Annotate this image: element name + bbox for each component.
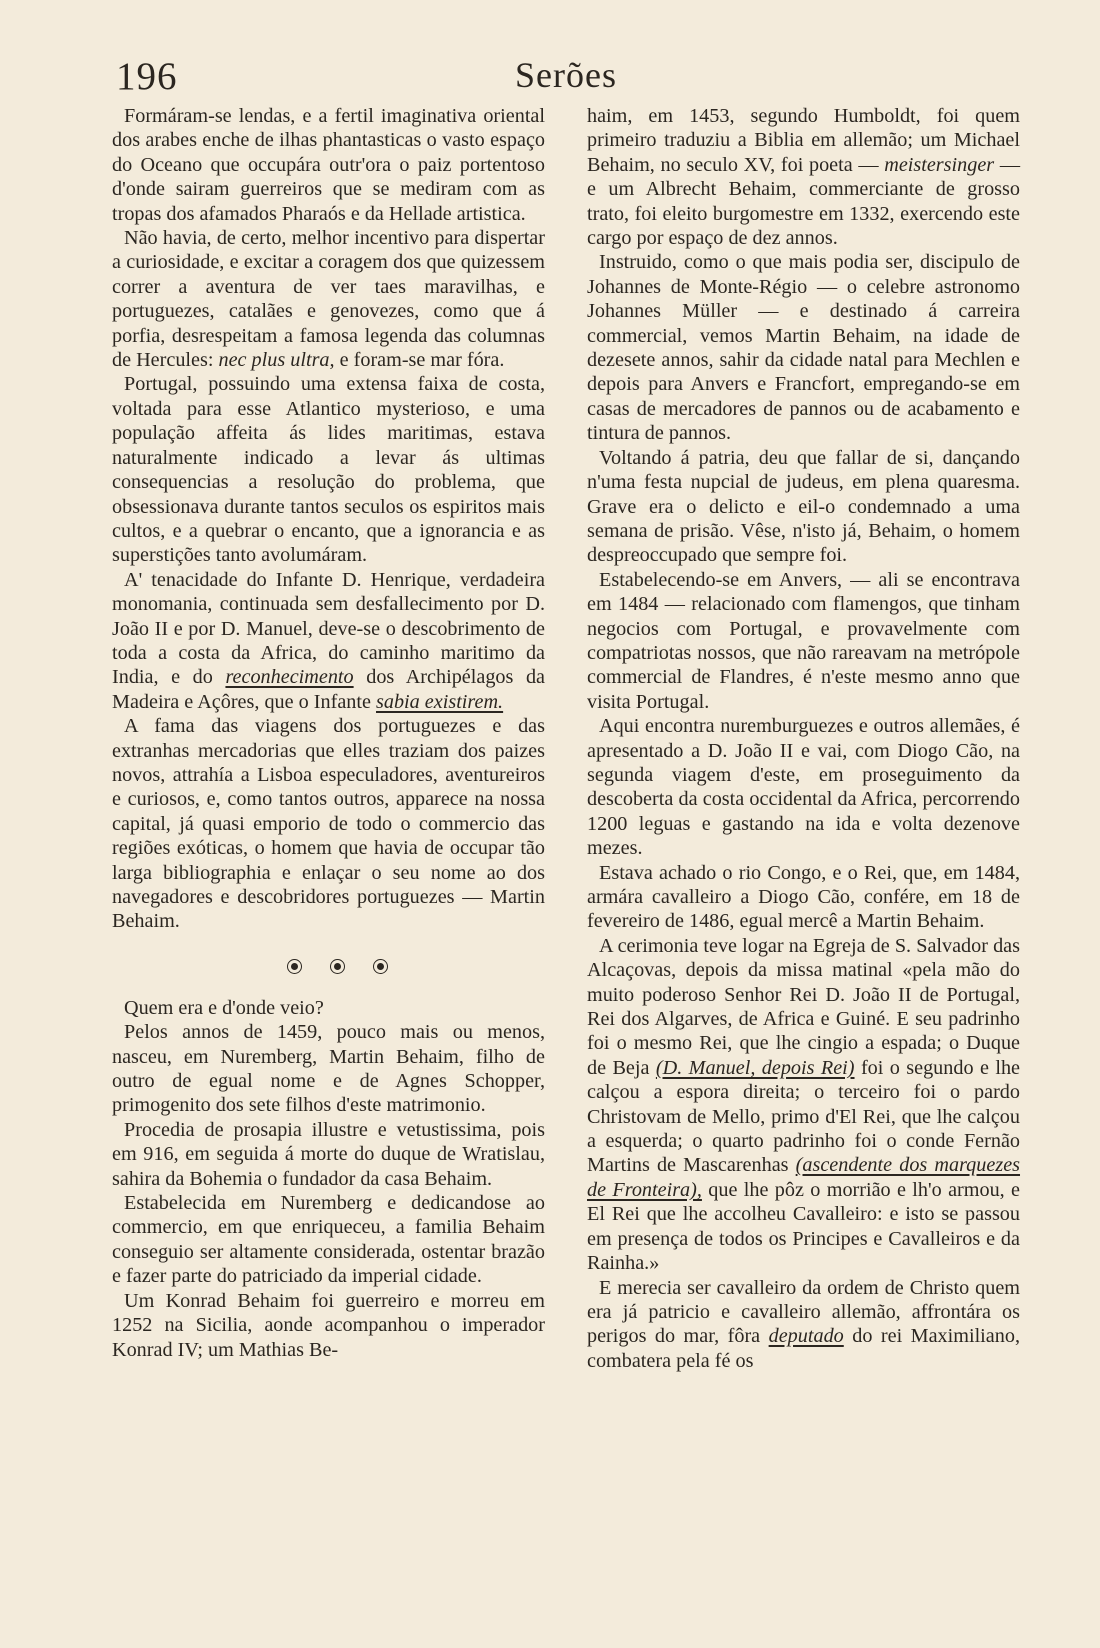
paragraph: A cerimonia teve logar na Egreja de S. Salvador das Alcaçovas, depois da missa matinal «pela mão do muito poderoso Senhor Rei D. João II de Portugal, Rei dos Algarves, de Africa e Guiné. E seu padrinho foi o mesmo Rei, que lhe cingio a espada; o Duque de Beja (D. Manuel, depois Rei) foi o segundo e lhe calçou a espora direita; o terceiro foi o pardo Christovam de Mello, primo d'El Rei, que lhe calçou a esquerda; o quarto padrinho foi o conde Fernão Martins de Mascarenhas (ascendente dos marquezes de Fronteira), que lhe pôz o morrião e lh'o armou, e El Rei que lhe accolheu Cavalleiro: e isto se passou em presença de todos os Principes e Cavalleiros e da Rainha.»	[587, 934, 1021, 1275]
right-column	[587, 104, 1020, 1634]
paragraph: Procedia de prosapia illustre e vetustissima, pois em 916, em seguida á morte do duque de Wratislau, sahira da Bohemia o fundador da casa Behaim.	[112, 1118, 545, 1190]
paragraph: Não havia, de certo, melhor incentivo para dispertar a curiosidade, e excitar a coragem dos que quizessem correr a aventura de ver taes maravilhas, e portuguezes, catalães e genovezes, como que á porfia, desrespeitam a famosa legenda das columnas de Hercules: nec plus ultra, e foram-se mar fóra.	[112, 227, 545, 372]
text-columns	[112, 104, 1020, 1634]
paragraph: Pelos annos de 1459, pouco mais ou menos, nasceu, em Nuremberg, Martin Behaim, filho de outro de egual nome e de Agnes Schopper, primogenito dos sete filhos d'este matrimonio.	[112, 1021, 545, 1117]
paragraph: Formáram-se lendas, e a fertil imaginativa oriental dos arabes enche de ilhas phantasticas o vasto espaço do Oceano que occupára outr'ora o paiz portentoso d'onde sairam guerreiros que se mediram com as tropas dos afamados Pharaós e da Hellade artistica.	[112, 105, 545, 225]
paragraph: haim, em 1453, segundo Humboldt, foi quem primeiro traduziu a Biblia em allemão; um Michael Behaim, no seculo XV, foi poeta — meistersinger — e um Albrecht Behaim, commerciante de grosso trato, foi eleito burgomestre em 1332, exercendo este cargo por espaço de dez annos.	[587, 105, 1020, 250]
italic-phrase: reconhecimento	[225, 666, 354, 689]
italic-phrase: meistersinger	[884, 153, 995, 176]
paragraph: Portugal, possuindo uma extensa faixa de costa, voltada para esse Atlantico mysterioso, e uma população affeita ás lides maritimas, estava naturalmente indicado a levar ás ultimas consequencias a resolução do problema, que obsessionava durante tantos seculos os espiritos mais cultos, e a quebrar o encanto, que a ignorancia e as superstições tanto avolumáram.	[112, 373, 545, 567]
page-header	[112, 50, 1020, 100]
paragraph: E merecia ser cavalleiro da ordem de Christo quem era já patricio e cavalleiro allemão, affrontára os perigos do mar, fôra deputado do rei Maximiliano, combatera pela fé os	[587, 1276, 1020, 1372]
page-number: 196	[116, 55, 178, 98]
paragraph: Voltando á patria, deu que fallar de si, dançando n'uma festa nupcial de judeus, em plena quaresma. Grave era o delicto e eil-o condemnado a uma semana de prisão. Vêse, n'isto já, Behaim, o homem despreoccupado que sempre foi.	[587, 446, 1020, 567]
italic-phrase: (D. Manuel, depois Rei)	[655, 1056, 855, 1079]
paragraph: Um Konrad Behaim foi guerreiro e morreu em 1252 na Sicilia, aonde acompanhou o imperador Konrad IV; um Mathias Be-	[112, 1289, 545, 1361]
section-ornament	[112, 934, 545, 996]
paragraph: A' tenacidade do Infante D. Henrique, verdadeira monomania, continuada sem desfallecimento por D. João II e por D. Manuel, deve-se o descobrimento de toda a costa da Africa, do caminho maritimo da India, e do reconhecimento dos Archipélagos da Madeira e Açôres, que o Infante sabia existirem.	[112, 568, 545, 713]
italic-phrase: (ascendente dos marquezes de Fronteira),	[587, 1154, 1021, 1201]
ornament-icon	[287, 959, 302, 974]
italic-phrase: nec plus ultra,	[218, 349, 335, 372]
paragraph: Estava achado o rio Congo, e o Rei, que, em 1484, armára cavalleiro a Diogo Cão, confére, em 18 de fevereiro de 1486, egual mercê a Martin Behaim.	[587, 861, 1020, 933]
paragraph: Instruido, como o que mais podia ser, discipulo de Johannes de Monte-Régio — o celebre astronomo Johannes Müller — e destinado á carreira commercial, vemos Martin Behaim, na idade de dezesete annos, sahir da cidade natal para Mechlen e depois para Anvers e Francfort, empregando-se em casas de mercadores de pannos ou de acabamento e tintura de pannos.	[587, 251, 1020, 445]
running-title: Serões	[515, 55, 617, 95]
ornament-icon	[330, 959, 345, 974]
paragraph: Estabelecendo-se em Anvers, — ali se encontrava em 1484 — relacionado com flamengos, que tinham negocios com Portugal, e provavelmente com compatriotas nossos, que não rareavam na metrópole commercial de Flandres, é n'este mesmo anno que visita Portugal.	[587, 568, 1020, 713]
paragraph: Estabelecida em Nuremberg e dedicandose ao commercio, em que enriqueceu, a familia Behaim conseguio ser altamente considerada, ostentar brazão e fazer parte do patriciado da imperial cidade.	[112, 1192, 545, 1288]
italic-phrase: sabia existirem.	[376, 690, 504, 713]
left-column	[112, 104, 545, 1634]
paragraph: Aqui encontra nuremburguezes e outros allemães, é apresentado a D. João II e vai, com Diogo Cão, na segunda viagem d'este, em proseguimento da descoberta da costa occidental da Africa, percorrendo 1200 leguas e gastando na ida e volta dezenove mezes.	[587, 715, 1020, 860]
italic-phrase: deputado	[768, 1325, 844, 1348]
paragraph: Quem era e d'onde veio?	[124, 996, 324, 1019]
paragraph: A fama das viagens dos portuguezes e das extranhas mercadorias que elles traziam dos paizes novos, attrahía a Lisboa especuladores, aventureiros e curiosos, e, como tantos outros, apparece na nossa capital, já quasi emporio de todo o commercio das regiões exóticas, o homem que havia de occupar tão larga bibliographia e enlaçar o seu nome ao dos navegadores e descobridores portuguezes — Martin Behaim.	[112, 715, 545, 933]
ornament-icon	[373, 959, 388, 974]
